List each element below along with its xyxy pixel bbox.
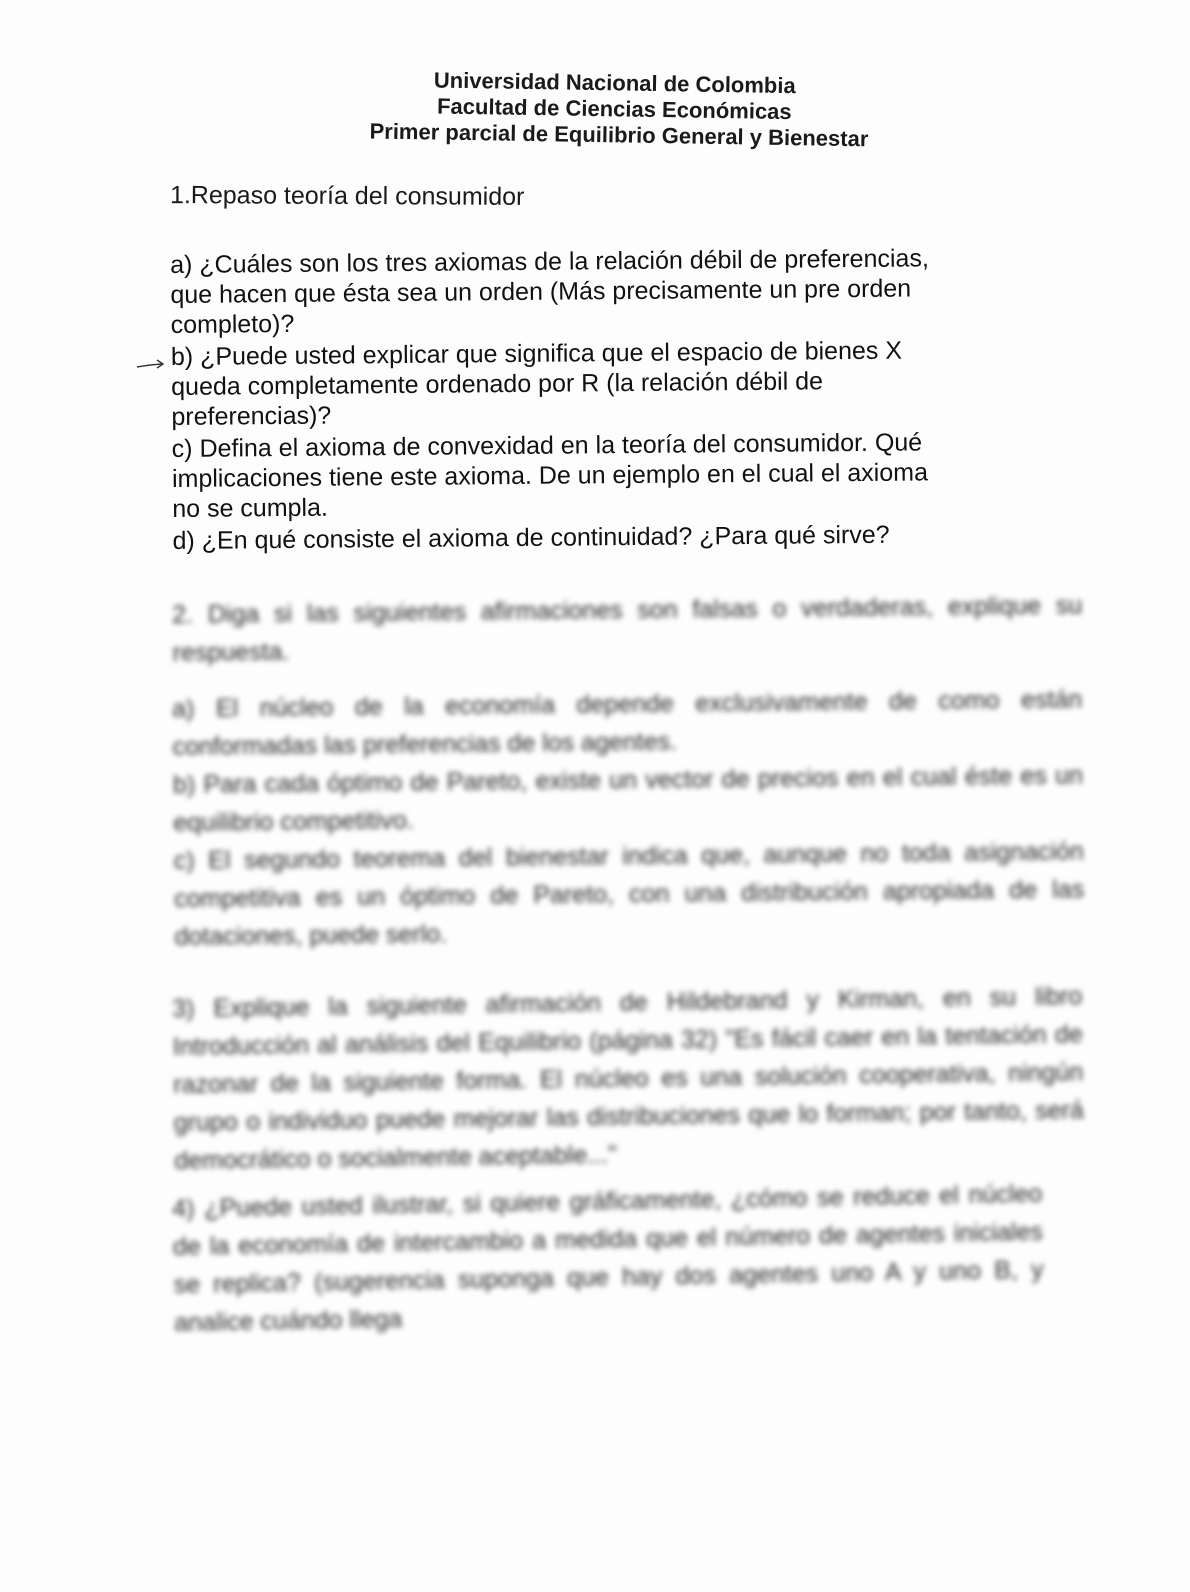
question-2a: a) El núcleo de la economía depende exclusivamente de como están conformadas las preferencias de los agentes.	[172, 685, 1083, 761]
question-1b: b) ¿Puede usted explicar que significa que el espacio de bienes X queda completamente ordenado por R (la relación débil de preferencias)?	[170, 336, 903, 431]
question-2c: c) El segundo teorema del bienestar indica que, aunque no toda asignación competitiva es un óptimo de Pareto, con una distribución apropiada de las dotaciones, puede serlo.	[173, 837, 1085, 951]
question-3: 3) Explique la siguiente afirmación de Hildebrand y Kirman, en su libro Introducción al análisis del Equilibrio (página 32) "Es fácil caer en la tentación de razonar de la siguiente forma. El núcleo es una solución cooperativa, ningún grupo o individuo puede mejorar las distribuciones que lo forman; por tanto, será democrático o socialmente aceptable..."	[172, 982, 1084, 1175]
question-2b: b) Para cada óptimo de Pareto, existe un vector de precios en el cual éste es un equilibrio competitivo.	[172, 761, 1084, 837]
section-1-questions	[170, 242, 1053, 558]
handwritten-arrow-icon	[136, 357, 168, 371]
section-4-blurred	[172, 1175, 1045, 1342]
university-name: Universidad Nacional de Colombia	[433, 67, 796, 99]
section-2-items-blurred	[172, 680, 1085, 956]
faculty-name: Facultad de Ciencias Económicas	[436, 93, 792, 125]
question-1d: d) ¿En qué consiste el axioma de continuidad? ¿Para qué sirve?	[172, 520, 890, 555]
question-4: 4) ¿Puede usted ilustrar, si quiere gráficamente, ¿cómo se reduce el núcleo de la economía de intercambio a medida que el número de agentes iniciales se replica? (sugerencia suponga que hay dos agentes uno A y uno B, y analice cuándo llega	[172, 1179, 1044, 1337]
section-3-blurred	[172, 977, 1085, 1180]
exam-header	[0, 61, 1190, 158]
section-2-title-blurred	[172, 586, 1083, 672]
question-1a: a) ¿Cuáles son los tres axiomas de la relación débil de preferencias, que hacen que ésta sea un orden (Más precisamente un pre orden completo)?	[170, 244, 929, 339]
section-2-title: 2. Diga si las siguientes afirmaciones son falsas o verdaderas, explique su respuesta.	[172, 591, 1083, 667]
exam-title: Primer parcial de Equilibrio General y Bienestar	[369, 118, 869, 152]
section-1-title: 1.Repaso teoría del consumidor	[169, 181, 525, 211]
question-1c: c) Defina el axioma de convexidad en la teoría del consumidor. Qué implicaciones tiene este axioma. De un ejemplo en el cual el axioma no se cumpla.	[171, 428, 929, 523]
